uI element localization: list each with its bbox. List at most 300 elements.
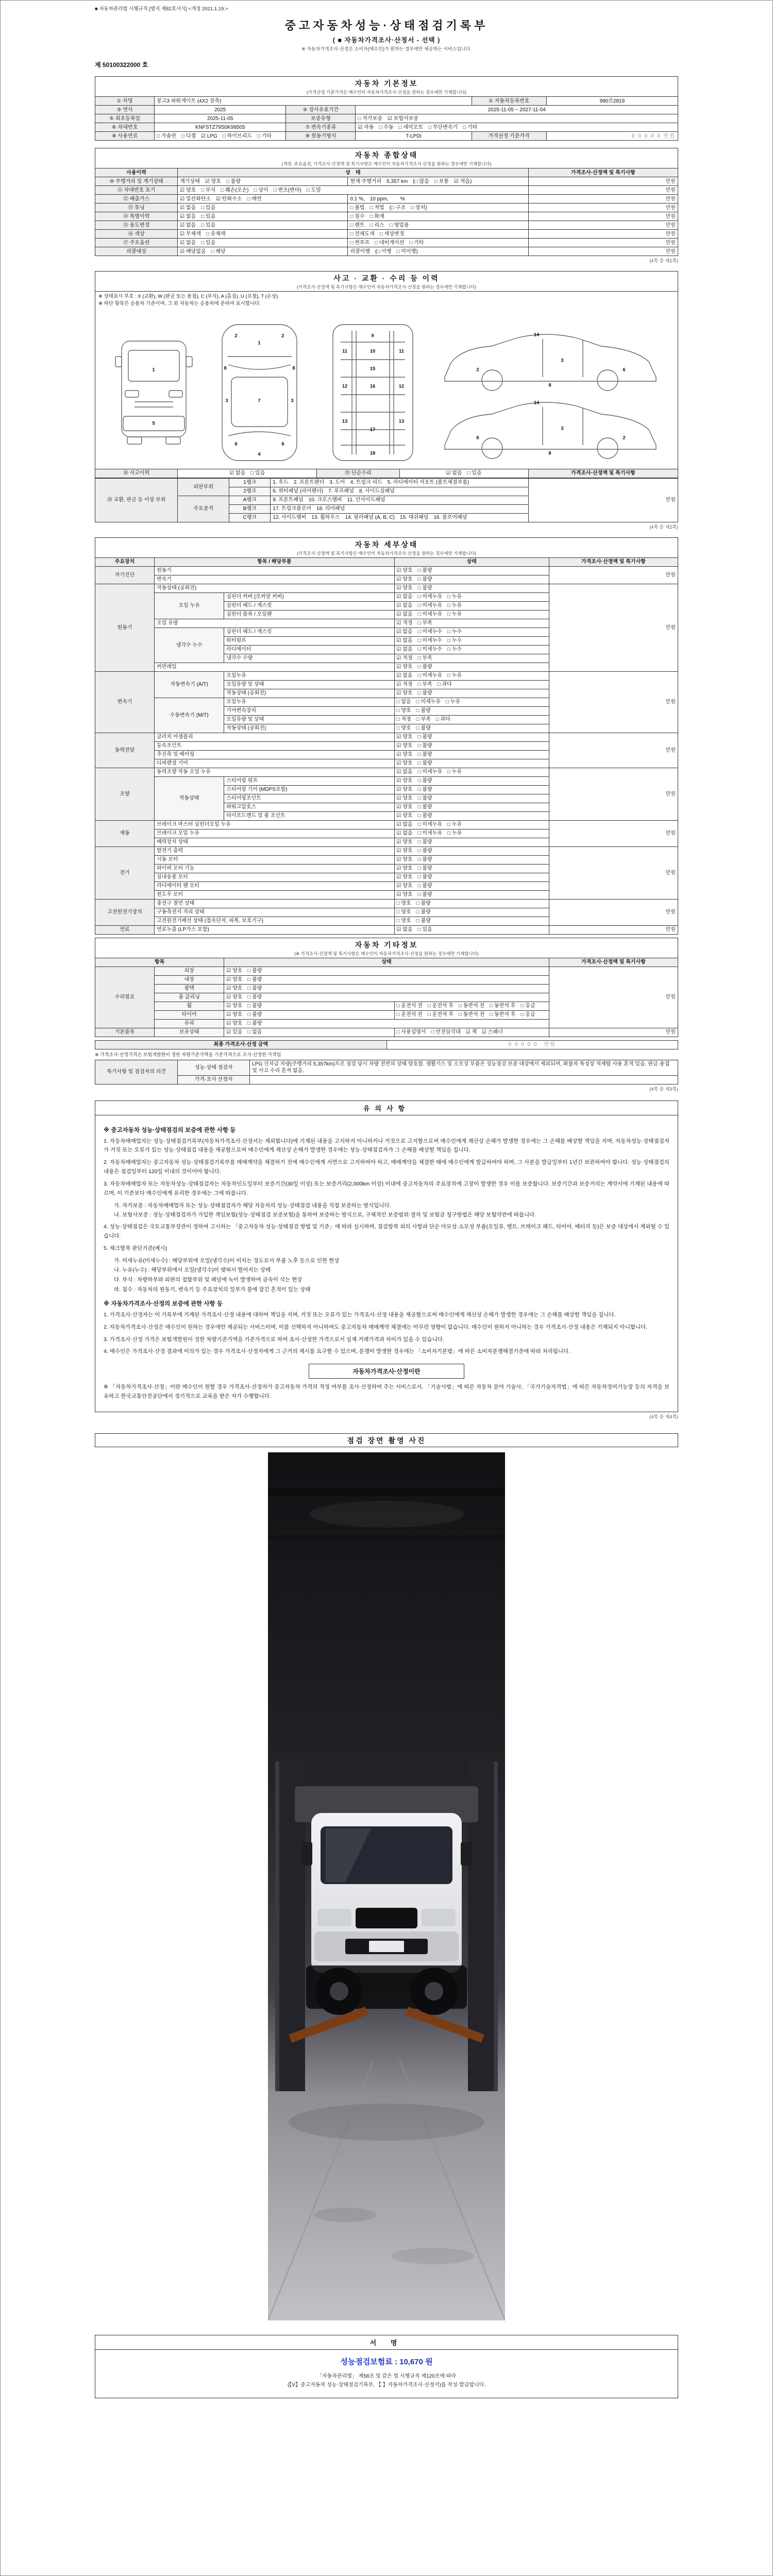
form-cell: 라디에이터 팬 모터 [155,882,394,890]
diagram-part-number: 2 [234,333,238,338]
form-cell: 등속조인트 [155,741,394,750]
form-cell: ⑲ 단순수리 [317,469,399,478]
form-cell: 와이퍼 모터 기능 [155,864,394,873]
page-title: 중고자동차성능·상태점검기록부 [284,19,489,32]
form-cell: 클러치 어셈블리 [155,733,394,741]
form-cell: 만원 [549,566,678,584]
form-cell: 만원 [528,221,678,230]
form-cell: ☑ 양호 □ 불량 [394,689,549,698]
form-cell: ☑ 양호 □ 불량 [394,890,549,899]
form-cell: 오일유량 및 상태 [224,715,394,724]
form-cell: ☑ 양호 □ 불량 [394,759,549,768]
notice-text: 가. 자가보증 : 자동차매매업자 또는 성능·상태점검자가 해당 자동차의 성능·상태점검 내용을 직접 보증하는 방식입니다. [114,1202,391,1209]
form-cell: ⑫ 배출가스 [95,195,178,204]
section-detail-title: 자동차 세부상태 [355,540,418,549]
form-cell: ☑ 양호 □ 불량 [394,776,549,785]
diagram-part-number: 15 [369,366,376,371]
emission-values: 0.1 %, 10 ppm, % [348,195,528,204]
diagram-part-number: 3 [291,398,294,403]
form-cell: □ 불법 □ 적법 (□ 구조 □ 장치) [348,204,528,212]
form-cell: 작동상태 [155,776,224,820]
diagram-part-number: 3 [225,398,228,403]
notice-text: 3. 자동차매매업자 또는 자동차성능·상태점검자는 자동차인도일부터 보증기간(30일 이상) 또는 보증거리(2,000km 이상) 이내에 중고자동차의 주요장치에 고장이 발생한 경우 이를 보증합니다. 보증기간과 보증거리는 계약서에 기재된 내용에 따르며, 이 기준보다 매수인에게 유리한 경우에는 그에 따릅니다. [104,1180,669,1196]
form-cell: ☑ 없음 □ 미세누유 □ 누유 [394,601,549,610]
basic-info-table [95,96,678,141]
form-cell: 스티어링 기어 (MDPS포함) [224,785,394,794]
notice-body [95,1115,678,1412]
form-cell: ③ 연식 [95,106,155,114]
form-cell: □ 양호 □ 불량 [394,908,549,917]
form-cell: 고전원전기배선 상태 (접속단자, 피복, 보호기구) [155,917,394,925]
diagram-part-number: 4 [258,451,261,457]
form-cell: □ 양호 □ 불량 [394,899,549,908]
form-cell: 실린더 블록 / 오일팬 [224,610,394,619]
form-cell: 라디에이터 [224,645,394,654]
form-reference: ■ 자동차관리법 시행규칙 [별지 제82호서식] <개정 2021.1.19.> [95,6,228,12]
form-cell: ⑰ 주요옵션 [95,239,178,247]
signature-header: 서 명 [95,2335,678,2350]
form-cell: 작동상태 (공회전) [155,584,394,592]
form-cell: ☑ 양호 □ 불량 [394,864,549,873]
form-cell: ⑪ 차대번호 표기 [95,186,178,195]
form-cell: ⑬ 튜닝 [95,204,178,212]
etc-info-table [95,958,678,1037]
transmission-value: ☑ 자동 □ 수동 □ 세미오토 □ 무단변속기 □ 기타 [356,123,678,132]
form-cell: □ 운전석 전 □ 운전석 후 □ 동반석 전 □ 동반석 후 □ 응급 [394,1010,549,1019]
form-cell: 발전기 출력 [155,846,394,855]
section-overall-note: (색상, 주요옵션, 가격조사·산정액 및 특기사항은 매수인이 자동차가격조사·산정을 원하는 경우에만 기재합니다) [281,161,492,166]
form-cell: 광택 [155,984,224,993]
diagram-part-number: 13 [342,418,348,424]
document-column [95,1,678,2398]
form-cell: 브레이크 오일 누유 [155,829,394,838]
diagram-part-number: 6 [234,441,238,447]
form-cell: 동력조향 작동 오일 누유 [155,768,394,776]
form-cell: 가격·조사 산정자 [178,1075,250,1084]
notice-text: 1. 가격조사·산정자는 이 기록부에 기재된 가격조사·산정 내용에 대하여 책임을 지며, 거짓 또는 오류가 있는 가격조사·산정 내용을 제공함으로써 매수인에게 재산상 손해가 발생한 경우에는 그 손해를 배상할 책임을 집니다. [104,1311,616,1318]
signature-statement-1: 「자동차관리법」 제58조 및 같은 법 시행규칙 제120조에 따라 [316,2373,457,2379]
form-cell: ☑ 없음 □ 있음 [178,221,348,230]
form-cell: ☑ 없음 □ 있음 [394,925,549,934]
form-cell: ☑ 양호 □ 불량 [224,967,549,975]
form-cell: ☑ 양호 □ 불량 [224,984,549,993]
form-cell: 만원 [528,186,678,195]
form-cell: ☑ 양호 □ 불량 [224,993,549,1002]
form-cell: 디퍼렌셜 기어 [155,759,394,768]
form-cell: 변속기 [155,575,394,584]
form-cell: ☑ 양호 □ 불량 [394,846,549,855]
signature-section [95,2335,678,2398]
inspector-opinion-table-grid [95,1060,678,1084]
form-cell: 오일유량 및 상태 [224,680,394,689]
form-cell: ⑮ 용도변경 [95,221,178,230]
notice-text: 다. 부식 : 차량하부와 외판의 접합부위 및 패널에 녹이 발생하여 금속이 삭는 현상 [114,1277,303,1283]
form-cell: 만원 [528,195,678,204]
form-cell: 만원 [549,1028,678,1037]
form-cell: □ 없음 □ 미세누유 □ 누유 [394,698,549,706]
form-cell: 보증유형 [286,114,356,123]
form-cell: 타이어 [155,1010,224,1019]
plate-number-value: 990로2819 [546,97,678,106]
form-cell: ☑ 양호 □ 불량 [224,1002,394,1010]
section-accident-header [95,271,678,291]
form-cell: 커먼레일 [155,663,394,671]
form-cell: □ 렌트 □ 리스 □ 영업용 [348,221,528,230]
form-cell: 동력전달 [95,733,155,768]
form-cell: 주요장치 [95,557,155,566]
form-cell: 특기사항 및 점검자의 의견 [95,1060,178,1084]
diagram-part-number: 3 [561,358,564,363]
section-detail-header [95,537,678,557]
form-cell: ☑ 없음 □ 미세누유 □ 누유 [394,610,549,619]
form-cell: 항목 / 해당부품 [155,557,394,566]
form-cell: 실린더 헤드 / 개스킷 [224,628,394,636]
page-marker-1: (4쪽 중 제1쪽) [649,258,678,263]
form-cell: 상태 [394,557,549,566]
notice-header: 유의사항 [95,1101,678,1115]
notice-text: 라. 침수 : 자동차의 원동기, 변속기 등 주요장치의 일부가 물에 잠긴 흔적이 있는 상태 [114,1286,311,1293]
form-cell: 만원 [549,671,678,733]
form-cell: ☑ 없음 □ 미세누수 □ 누수 [394,636,549,645]
panel-exchange-table-grid [95,478,678,522]
form-cell: ⑥ 차대번호 [95,123,155,132]
page-marker-4: (4쪽 중 제4쪽) [649,1414,678,1419]
form-cell: 원동기 [155,566,394,575]
accident-history-value: ☑ 없음 □ 있음 [178,469,317,478]
warranty-type-value: □ 자가보증 ☑ 보험사보증 [356,114,678,123]
inspector-opinion-table [95,1060,678,1084]
notice-text: ※ 「자동차가격조사·산정」이란 매수인이 원할 경우 가격조사·산정자가 중고자동차 가격의 적정 여부를 조사·산정하여 주는 서비스로서, 「기술사법」에 따른 자동차 분야 기술사, 「국가기술자격법」에 따른 자동차정비기능장 등의 자격을 보유하고 한국교통안전공단에서 정기적으로 교육을 받은 자가 수행합니다. [104,1384,669,1400]
form-cell: 가격조사·산정액 및 특기사항 [549,958,678,967]
form-cell: ④ 검사유효기간 [286,106,356,114]
diagram-part-number: 2 [476,367,479,372]
notice-text: 5. 체크항목 판단기준(예시) [104,1245,167,1251]
form-cell: ☑ 양호 □ 불량 [394,882,549,890]
form-cell: 만원 [549,967,678,1028]
form-cell: ☑ 해당없음 □ 해당 [178,247,348,256]
form-cell: ☑ 양호 □ 불량 [394,663,549,671]
form-cell: 오일 유량 [155,619,394,628]
form-cell: 외판부위 [178,478,229,496]
section-etc-note: (※ 가격조사·산정액 및 특기사항은 매수인이 자동차가격조사·산정을 원하는 경우에만 기재합니다) [294,951,479,956]
form-cell: ⑩ 주행거리 및 계기상태 [95,177,178,186]
notice-text: 2. 자동차매매업자는 중고자동차 성능·상태점검기록부를 매매계약을 체결하기 전에 매수인에게 서면으로 고지하여야 하고, 매매계약을 체결한 때에 매수인에게 발급하여야 하며, 그 사본을 발급일부터 1년간 보관하여야 합니다. 성능·상태점검의 내용은 점검일부터 120일 이내의 것이어야 합니다. [104,1159,669,1175]
form-cell: ☑ 양호 □ 불량 [394,794,549,803]
form-cell: ☑ 적정 □ 부족 □ 과다 [394,680,549,689]
form-cell: 상태 [224,958,549,967]
document-number: 제 50100322000 호 [95,61,148,69]
form-cell: 오일 누유 [155,592,224,619]
form-cell: 가격산정 기준가격 [472,132,546,141]
form-cell: 휠 [155,1002,224,1010]
form-cell: ☑ 양호 □ 부식 □ 훼손(오손) □ 상이 □ 변조(변타) □ 도말 [178,186,529,195]
form-cell: 만원 [549,925,678,934]
detail-condition-table-grid [95,557,678,935]
form-cell: 원동기 [95,584,155,671]
inspection-photo [268,1452,505,2320]
model-year-value: 2025 [155,106,286,114]
form-cell: 12. 사이드멤버 13. 휠하우스 14. 필러패널 (A, B, C) 15. 대쉬패널 16. 플로어패널 [271,513,528,522]
form-cell: 항목 [95,958,224,967]
page-subtitle: ( ■ 자동차가격조사·산정서 - 선택 ) [332,37,441,44]
form-cell: ☑ 양호 □ 불량 [394,873,549,882]
form-cell: 오일누유 [224,698,394,706]
form-cell: 내장 [155,975,224,984]
car-name-value: 봉고3 파워게이트 (4X2 장축) [155,97,472,106]
form-cell: ☑ 없음 □ 있음 [178,239,348,247]
form-cell: □ 사용설명서 □ 안전삼각대 ☑ 잭 ☑ 스패너 [394,1028,549,1037]
form-cell: 자동변속기 (A/T) [155,671,224,698]
form-cell: 6. 쿼터패널 (리어펜더) 7. 루프패널 8. 사이드실패널 [271,487,528,496]
truck-on-lift-photo [268,1452,505,2320]
diagram-part-number: 2 [281,333,284,338]
form-cell: ☑ 일산화탄소 ☑ 탄화수소 □ 매연 [178,195,348,204]
detail-condition-table [95,557,678,935]
form-cell: ☑ 무채색 □ 유채색 [178,230,348,239]
form-cell: ☑ 양호 □ 불량 [394,566,549,575]
appraiser-opinion [250,1075,678,1084]
page-marker-2: (4쪽 중 제2쪽) [649,524,678,530]
form-cell: 구동축전지 격리 상태 [155,908,394,917]
form-cell: ☑ 없음 □ 있음 [178,204,348,212]
form-cell: ☑ 없음 □ 미세누유 □ 누유 [394,671,549,680]
form-cell: 시동 모터 [155,855,394,864]
diagram-part-number: 10 [369,348,376,354]
section-overall-title: 자동차 종합상태 [355,151,418,159]
diagram-part-number: 13 [398,418,405,424]
final-price-table [95,1040,678,1049]
form-cell: 변속기 [95,671,155,733]
form-cell: ⑤ 최초등록일 [95,114,155,123]
form-cell: 만원 [528,230,678,239]
form-cell: ① 차명 [95,97,155,106]
form-cell: ☑ 양호 □ 불량 [394,803,549,811]
form-cell: □ 전체도색 □ 색상변경 [348,230,528,239]
section-basic-title: 자동차 기본정보 [355,79,418,88]
form-cell: 윈도우 모터 [155,890,394,899]
diagram-part-number: 3 [561,426,564,431]
notice-text: ※ 중고자동차 성능·상태점검의 보증에 관한 사항 등 [104,1127,236,1133]
fuel-value: □ 가솔린 □ 디젤 ☑ LPG □ 하이브리드 □ 기타 [155,132,286,141]
form-cell: □ 운전석 전 □ 운전석 후 □ 동반석 전 □ 동반석 후 □ 응급 [394,1002,549,1010]
form-cell: 만원 [549,846,678,899]
form-cell: 성능·상태 점검자 [178,1060,250,1075]
form-cell: ☑ 양호 □ 불량 [394,838,549,846]
vin-value: KNFSTZ79S0K99505 [155,123,286,132]
form-cell: □ 침수 □ 화재 [348,212,528,221]
diagram-part-number: 12 [342,383,348,389]
diagram-part-number: 17 [369,427,376,432]
form-cell: ☑ 양호 □ 불량 [394,575,549,584]
signature-body [95,2350,678,2398]
form-cell: 스티어링 펌프 [224,776,394,785]
form-cell: 냉각수 수량 [224,654,394,663]
form-cell: 조향 [95,768,155,820]
diagram-part-number: 9 [371,333,374,338]
form-cell: ☑ 양호 □ 불량 [394,785,549,794]
diagram-part-number: 14 [533,400,540,405]
section-etc-title: 자동차 기타정보 [355,940,418,949]
simple-repair-value: ☑ 없음 □ 있음 [399,469,528,478]
form-cell: ☑ 없음 □ 미세누수 □ 누수 [394,645,549,654]
form-cell: 만원 [528,247,678,256]
form-cell: 만원 [528,239,678,247]
diagram-part-number: 6 [623,367,626,372]
first-registration-value: 2025-11-05 [155,114,286,123]
vehicle-damage-diagram [98,309,675,469]
diagram-part-number: 6 [281,441,284,447]
form-cell: 만원 [549,733,678,768]
form-cell: 자기진단 [95,566,155,584]
form-cell: □ 양호 □ 불량 [394,724,549,733]
form-cell: □ 썬루프 □ 네비게이션 □ 기타 [348,239,528,247]
form-cell: A랭크 [229,496,271,504]
base-price-value: 0 0 0 0 0 만원 [546,132,678,141]
form-cell: C랭크 [229,513,271,522]
damage-code-legend: ※ 상태표시 부호 : X (교환), W (판금 또는 용접), C (부식), A (흠집), U (요철), T (손상) [98,294,278,299]
form-cell: ☑ 없음 □ 미세누유 □ 누유 [394,820,549,829]
diagram-part-number: 7 [258,398,261,403]
form-cell: 기어변속장치 [224,706,394,715]
form-cell: 만원 [549,820,678,846]
form-cell: ⑭ 특별이력 [95,212,178,221]
form-cell: ☑ 양호 □ 불량 [224,975,549,984]
accident-diagram-box [95,291,678,469]
form-cell: ☑ 양호 □ 불량 [394,750,549,759]
notice-text: 나. 보험사보증 : 성능·상태점검자가 가입한 책임보험(성능·상태점검 보증보험)을 통하여 보증하는 방식으로, 구체적인 보증범위·절차 및 보험금 청구방법은 해당 보험약관에 따릅니다. [114,1212,536,1218]
diagram-part-number: 1 [152,367,155,372]
basic-info-table-grid [95,96,678,141]
form-cell: 스티어링조인트 [224,794,394,803]
diagram-part-number: 8 [548,450,551,456]
form-cell: 타이로드엔드 및 볼 조인트 [224,811,394,820]
etc-info-table-grid [95,958,678,1037]
form-cell: 17. 트렁크플로어 18. 리어패널 [271,504,528,513]
form-cell: 만원 [549,768,678,820]
form-cell: 가격조사·산정액 및 특기사항 [549,557,678,566]
form-cell: ☑ 양호 □ 불량 [394,811,549,820]
form-cell: 만원 [528,478,678,522]
form-cell: ☑ 양호 □ 불량 [224,1010,394,1019]
section-photo-header [95,1433,678,1447]
section-basic-note: (가격산정 기준가격은 매수인이 자동차가격조사·산정을 원하는 경우에만 기재합니다) [306,90,467,95]
form-cell: ☑ 없음 □ 미세누수 □ 누수 [394,628,549,636]
diagram-part-number: 8 [224,365,227,371]
form-cell: 2랭크 [229,487,271,496]
form-cell: 실린더 커버 (로커암 커버) [224,592,394,601]
form-cell: 유리 [155,1019,224,1028]
inspection-period-value: 2025-11-05 ~ 2027-11-04 [356,106,678,114]
form-cell: 작동상태 (공회전) [224,724,394,733]
form-cell: 상 태 [178,168,529,177]
form-cell: 전기 [95,846,155,899]
form-cell: ② 자동차등록번호 [472,97,546,106]
form-cell: □ 양호 □ 불량 [394,917,549,925]
form-cell: 계기상태 ☑ 양호 □ 불량 [178,177,348,186]
form-cell: 외장 [155,967,224,975]
signature-statement-2: (【V】중고자동차 성능·상태점검기록부, 【 】자동차가격조사·산정서)를 작성·발급합니다. [287,2382,486,2388]
form-cell: 만원 [528,204,678,212]
form-cell: 수동변속기 (M/T) [155,698,224,733]
notice-text: 2. 자동차가격조사·산정은 매수인이 원하는 경우에만 제공되는 서비스이며, 이를 선택하지 아니하여도 중고자동차 매매계약 체결에는 아무런 영향이 없습니다. 매수인이 원하지 아니하는 경우 가격조사·산정 내용은 기재되지 아니합니다. [104,1324,648,1330]
form-cell: 연료누출 (LP가스 포함) [155,925,394,934]
section-etc-header [95,938,678,958]
form-cell: 작동상태 (공회전) [224,689,394,698]
diagram-part-number: 8 [548,382,551,388]
notice-text: 가. 미세누유(미세누수) : 해당부위에 오일(냉각수)이 비치는 정도로서 부품 노후 등으로 인한 현상 [114,1257,340,1264]
form-cell: ⑯ 색상 [95,230,178,239]
vehicle-outline-drawing [98,309,681,469]
form-cell: ☑ 양호 □ 불량 [394,584,549,592]
photo-container [95,1452,678,2320]
final-price-table-grid [95,1040,678,1049]
form-cell: ☑ 없음 □ 미세누유 □ 누유 [394,768,549,776]
form-cell: 기본품목 [95,1028,155,1037]
form-cell: 리콜이행 (□ 이행 □ 미이행) [348,247,528,256]
notice-section [95,1100,678,1412]
form-cell: ☑ 양호 □ 불량 [394,855,549,864]
section-basic-header [95,76,678,96]
notice-text: 4. 성능·상태점검은 국토교통부장관이 정하여 고시하는 「중고자동차 성능·상태점검 방법 및 기준」에 따라 실시하며, 점검항목 외의 사항과 단순 마모성·소모성 부품(오일류, 벨트, 브레이크 패드, 타이어, 배터리 등)은 보증 대상에서 제외될 수 있습니다. [104,1224,669,1239]
diagram-part-number: 2 [623,435,626,440]
notice-text: 4. 매수인은 가격조사·산정 결과에 이의가 있는 경우 가격조사·산정자에게 그 근거의 제시를 요구할 수 있으며, 분쟁이 발생한 경우에는 「소비자기본법」에 따른 소비자분쟁해결기준에 따라 처리됩니다. [104,1348,570,1355]
section-photo-title: 점검 장면 촬영 사진 [347,1436,426,1445]
section-accident-note: (가격조사·산정액 및 특기사항은 매수인이 자동차가격조사·산정을 원하는 경우에만 기재합니다) [296,284,477,290]
form-cell: 만원 [528,212,678,221]
inspector-opinion: LPG 신차급 차량(주행거리 5,357km)으로 점검 당시 차량 전반의 상태 양호함. 생활기스 및 소모성 부품은 성능점검 보증 대상에서 제외되며, 화물차 특성상 적재함 사용 흔적 있음. 판금·용접 및 사고 수리 흔적 없음. [250,1060,678,1075]
form-cell: 오일누유 [224,671,394,680]
overall-condition-table [95,168,678,256]
form-cell: ☑ 없음 □ 있음 [178,212,348,221]
form-cell: 만원 [549,899,678,925]
form-cell: ☑ 양호 □ 불량 [394,741,549,750]
form-cell: 1랭크 [229,478,271,487]
form-cell: B랭크 [229,504,271,513]
final-price-note: ※ 가격조사·산정가격은 보험개발원이 정한 차량기준가액을 기준가격으로 조사·산정한 가격임 [95,1052,281,1057]
form-cell: 9. 프론트패널 10. 크로스멤버 11. 인사이드패널 [271,496,528,504]
engine-type-value: T-LPDi [356,132,472,141]
final-price-value: 0 0 0 0 0 만원 [386,1040,678,1049]
form-cell: ☑ 없음 □ 미세누유 □ 누유 [394,829,549,838]
section-accident-title: 사고 · 교환 · 수리 등 이력 [333,274,440,282]
form-cell: 제동 [95,820,155,846]
form-cell: ⑨ 원동기형식 [286,132,356,141]
form-cell: ⑳ 교환, 판금 등 이상 부위 [95,478,178,522]
form-cell: 파워고압호스 [224,803,394,811]
diagram-part-number: 14 [533,332,540,337]
form-cell: 만원 [528,177,678,186]
diagram-part-number: 8 [292,365,295,371]
overall-condition-table-grid [95,168,678,256]
price-appraisal-definition-box: 자동차가격조사·산정이란 [309,1364,464,1379]
form-cell: 만원 [549,584,678,671]
form-cell: ⑧ 사용연료 [95,132,155,141]
form-cell: 주요골격 [178,496,229,522]
diagram-part-number: 18 [369,450,376,456]
section-detail-note: (가격조사·산정액 및 특기사항은 매수인이 자동차가격조사·산정을 원하는 경우에만 기재합니다) [296,550,477,556]
form-cell: ☑ 양호 □ 불량 [224,1019,549,1028]
panel-exchange-table [95,478,678,522]
notice-text: 1. 자동차매매업자는 성능·상태점검기록부(자동차가격조사·산정서는 제외합니다)에 기재된 내용을 고지하지 아니하거나 거짓으로 고지함으로써 매수인에게 재산상 손해가 발생한 경우에는 그 손해를 배상할 책임을 지며, 자동차성능·상태점검자가 거짓 또는 오류가 있는 성능·상태점검 내용을 제공함으로써 매수인에게 재산상 손해가 발생한 경우에는 성능·상태점검자가 그 손해를 배상할 책임을 집니다. [104,1138,669,1154]
form-cell: ⑱ 사고이력 [95,469,178,478]
form-cell: 가격조사·산정액 및 특기사항 [528,469,678,478]
diagram-part-number: 12 [398,383,405,389]
notice-text: 3. 가격조사·산정 가격은 보험개발원이 정한 차량기준가액을 기준가격으로 하여 조사·산정한 가격으로서 실제 거래가격과 차이가 있을 수 있습니다. [104,1336,444,1343]
form-cell: ⑦ 변속기종류 [286,123,356,132]
form-cell: 룸 클리닝 [155,993,224,1002]
form-cell: 냉각수 누수 [155,628,224,663]
notice-text: 나. 누유(누수) : 해당부위에서 오일(냉각수)이 맺혀서 떨어지는 상태 [114,1267,271,1274]
